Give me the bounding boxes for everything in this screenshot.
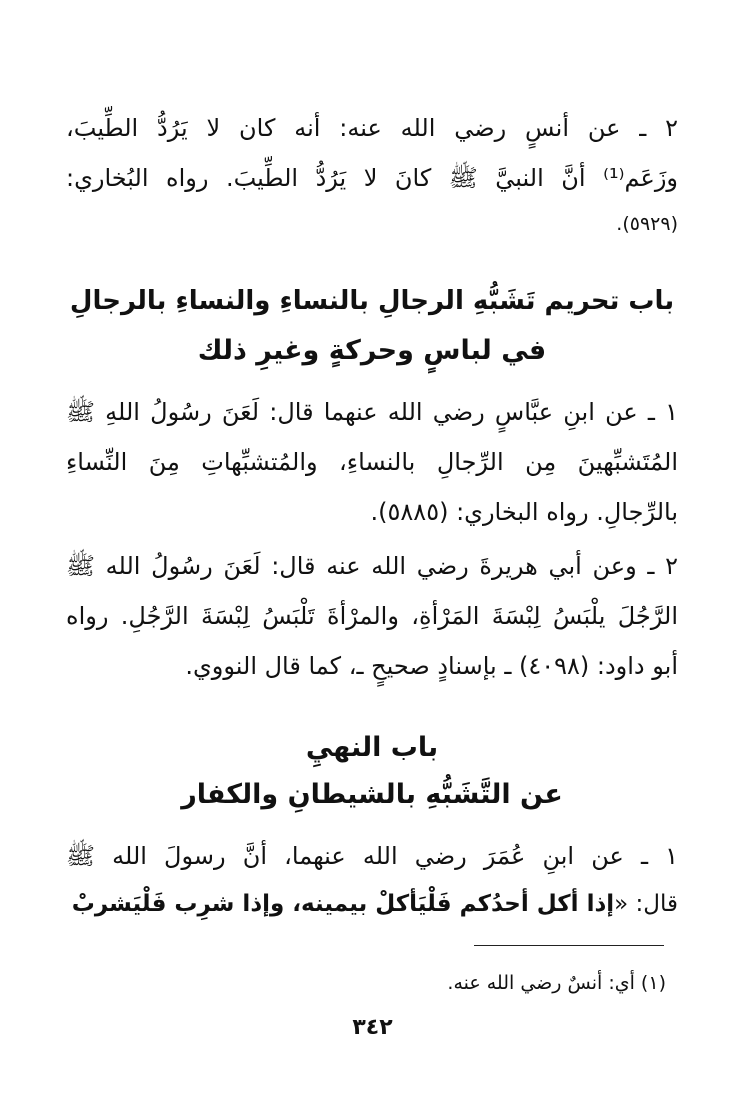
chapter-heading-2-line-1: باب النهيِ [305, 732, 439, 763]
page-number: ٣٤٢ [352, 1015, 393, 1040]
hadith-ibn-umar-line-2 [66, 884, 678, 924]
hadith-ibn-umar-line-1: ١ ـ عن ابنِ عُمَرَ رضي الله عنهما، أنَّ رسولَ الله ﷺ [66, 842, 678, 870]
hadith-abu-hurayra-line-2: الرَّجُلَ يلْبَسُ لِبْسَةَ المَرْأةِ، والمرْأةَ تَلْبَسُ لِبْسَةَ الرَّجُلِ. رواه [66, 602, 678, 630]
chapter-heading-2-line-2: عن التَّشَبُّهِ بالشيطانِ والكفار [181, 779, 563, 810]
hadith-anas-reference: (٥٩٢٩). [616, 213, 678, 235]
footnote: (١) أي: أنسٌ رضي الله عنه. [447, 972, 666, 994]
hadith-ibn-abbas-line-3: بالرِّجالِ. رواه البخاري: (٥٨٨٥). [370, 498, 678, 526]
hadith-ibn-abbas-line-1: ١ ـ عن ابنِ عبَّاسٍ رضي الله عنهما قال: لَعَنَ رسُولُ اللهِ ﷺ [66, 398, 678, 426]
hadith-anas-line-2: وزَعَم⁽¹⁾ أنَّ النبيَّ ﷺ كانَ لا يَرُدُّ الطِّيبَ. رواه البُخاري: [66, 164, 678, 192]
hadith-anas-line-1: ٢ ـ عن أنسٍ رضي الله عنه: أنه كان لا يَرُدُّ الطِّيبَ، [66, 114, 678, 142]
chapter-heading-1-line-2: في لباسٍ وحركةٍ وغيرِ ذلك [197, 335, 547, 366]
hadith-ibn-umar-line-2-prefix: قال: « [614, 891, 678, 917]
hadith-abu-hurayra-line-3: أبو داود: (٤٠٩٨) ـ بإسنادٍ صحيحٍ ـ، كما قال النووي. [185, 652, 678, 680]
hadith-ibn-abbas-line-2: المُتَشبِّهينَ مِن الرِّجالِ بالنساءِ، والمُتشبِّهاتِ مِنَ النِّساءِ [66, 448, 678, 476]
hadith-ibn-umar-quote: إذا أكل أحدُكم فَلْيَأكلْ بيمينه، وإذا شرِب فَلْيَشربْ [71, 891, 615, 917]
hadith-abu-hurayra-line-1: ٢ ـ وعن أبي هريرةَ رضي الله عنه قال: لَعَنَ رسُولُ الله ﷺ [66, 552, 678, 580]
chapter-heading-1-line-1: باب تحريم تَشَبُّهِ الرجالِ بالنساءِ والنساءِ بالرجالِ [69, 286, 675, 316]
footnote-separator [474, 945, 664, 946]
